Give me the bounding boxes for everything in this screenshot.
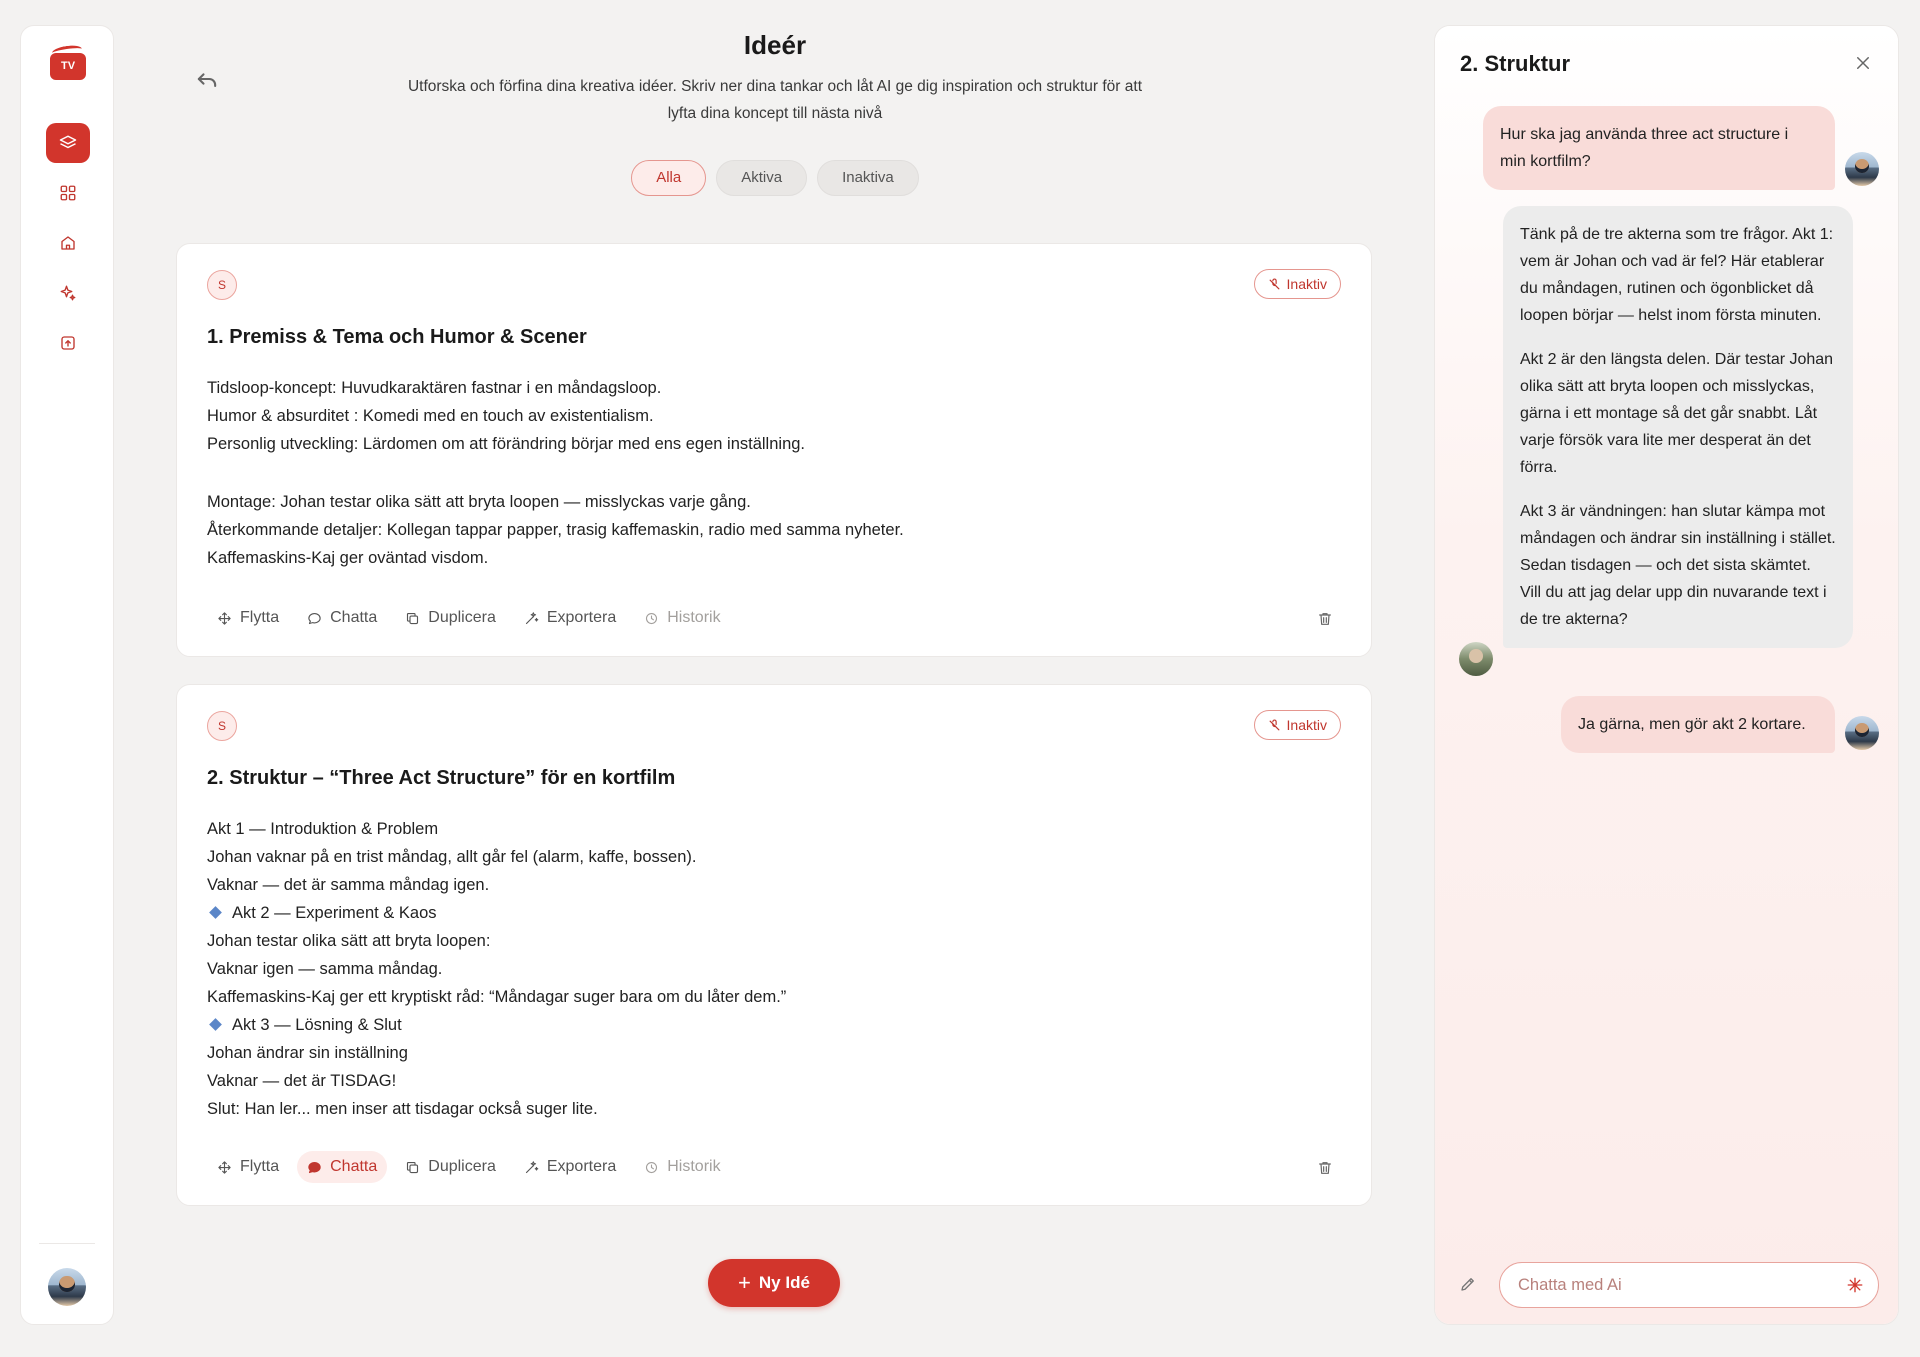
card-line: Johan ändrar sin inställning (207, 1044, 408, 1062)
move-button[interactable]: Flytta (207, 1151, 289, 1183)
chat-title: 2. Struktur (1460, 51, 1571, 76)
card-line: Vaknar igen — samma måndag. (207, 960, 443, 978)
plus-icon: + (738, 1270, 751, 1295)
card-line: Akt 1 — Introduktion & Problem (207, 820, 439, 838)
card-line: Johan testar olika sätt att bryta loopen: (207, 932, 491, 950)
move-icon (217, 1160, 232, 1175)
chat-button[interactable]: Chatta (297, 602, 387, 634)
edit-button[interactable] (1459, 1275, 1477, 1293)
card-actions (207, 1151, 731, 1183)
card-line: Vaknar — det är samma måndag igen. (207, 876, 490, 894)
page-title: Ideér (743, 30, 807, 60)
back-button[interactable] (193, 65, 221, 93)
app-logo[interactable]: TV (50, 46, 86, 82)
card-line: Johan vaknar på en trist måndag, allt går fel (alarm, kaffe, bossen). (207, 848, 697, 866)
card-line: Akt 2 — Experiment & Kaos (207, 899, 1341, 927)
chat-message-user: Ja gärna, men gör akt 2 kortare. (1561, 696, 1835, 753)
close-icon (1854, 54, 1872, 72)
magic-wand-icon (524, 611, 539, 626)
card-body[interactable] (207, 374, 1341, 572)
chat-button[interactable]: Chatta (297, 1151, 387, 1183)
new-idea-button[interactable]: + Ny Idé (708, 1259, 840, 1307)
filter-inactive[interactable]: Inaktiva (817, 160, 919, 196)
sidebar-divider (39, 1243, 95, 1244)
clock-icon (644, 1160, 659, 1175)
upload-icon (59, 334, 77, 352)
ai-avatar (1459, 642, 1493, 676)
export-button[interactable]: Exportera (514, 1151, 626, 1183)
duplicate-button[interactable]: Duplicera (395, 602, 506, 634)
diamond-bullet-icon (209, 1018, 222, 1031)
export-button[interactable]: Exportera (514, 602, 626, 634)
close-button[interactable] (1854, 54, 1872, 72)
mic-off-icon (1268, 719, 1281, 732)
card-title: 2. Struktur – “Three Act Structure” för en kortfilm (207, 767, 676, 789)
ai-sparkle-icon[interactable] (1846, 1276, 1864, 1294)
author-badge: S (207, 711, 237, 741)
card-line: Vaknar — det är TISDAG! (207, 1072, 397, 1090)
chat-bubble-icon (307, 611, 322, 626)
trash-icon (1317, 1159, 1333, 1177)
copy-icon (405, 1160, 420, 1175)
chat-message-user: Hur ska jag använda three act structure i min kortfilm? (1483, 106, 1835, 190)
home-icon (59, 234, 77, 252)
history-button[interactable]: Historik (634, 1151, 730, 1183)
move-button[interactable]: Flytta (207, 602, 289, 634)
duplicate-button[interactable]: Duplicera (395, 1151, 506, 1183)
pencil-icon (1459, 1275, 1477, 1293)
move-icon (217, 611, 232, 626)
card-title: 1. Premiss & Tema och Humor & Scener (207, 326, 587, 348)
magic-wand-icon (524, 1160, 539, 1175)
card-line: Akt 3 — Lösning & Slut (207, 1011, 1341, 1039)
chat-message-ai: Tänk på de tre akterna som tre frågor. Akt 1: vem är Johan och vad är fel? Här etablerar du måndagen, rutinen och ögonblicket då loopen börjar — helst inom första minuten. Akt 2 är den längsta delen. Där testar Johan olika sätt att bryta loopen och misslyckas, gärna i ett montage så det går snabbt. Låt varje försök vara lite mer desperat än det förra. Akt 3 är vändningen: han slutar kämpa mot måndagen och ändrar sin inställning i stället. Sedan tisdagen — och det sista skämtet. Vill du att jag delar upp din nuvarande text i de tre akterna? (1503, 206, 1853, 648)
card-line: Kaffemaskins-Kaj ger ett kryptiskt råd: “Måndagar suger bara om du låter dem.” (207, 988, 787, 1006)
chat-input-container (1499, 1262, 1879, 1308)
layers-icon (59, 134, 77, 152)
card-line: Humor & absurditet : Komedi med en touch av existentialism. (207, 407, 654, 425)
delete-button[interactable] (1317, 1159, 1333, 1177)
chat-panel (1434, 25, 1899, 1325)
sidebar-item-ai[interactable] (46, 273, 90, 313)
user-avatar (1845, 152, 1879, 186)
card-line: Montage: Johan testar olika sätt att bryta loopen — misslyckas varje gång. (207, 493, 751, 511)
chat-input[interactable] (1518, 1263, 1838, 1307)
trash-icon (1317, 610, 1333, 628)
history-button[interactable]: Historik (634, 602, 730, 634)
sidebar-item-ideas[interactable] (46, 123, 90, 163)
card-line: Återkommande detaljer: Kollegan tappar papper, trasig kaffemaskin, radio med samma nyheter. (207, 521, 904, 539)
user-avatar (1845, 716, 1879, 750)
sidebar-item-upload[interactable] (46, 323, 90, 363)
clock-icon (644, 611, 659, 626)
delete-button[interactable] (1317, 610, 1333, 628)
page-subtitle: Utforska och förfina dina kreativa idéer. Skriv ner dina tankar och låt AI ge dig inspiration och struktur för att lyfta dina koncept till nästa nivå (407, 78, 1143, 122)
filter-all[interactable]: Alla (631, 160, 706, 196)
author-badge: S (207, 270, 237, 300)
card-line: Personlig utveckling: Lärdomen om att förändring börjar med ens egen inställning. (207, 435, 806, 453)
card-line: Slut: Han ler... men inser att tisdagar också suger lite. (207, 1100, 598, 1118)
idea-card (176, 684, 1372, 1206)
sparkles-icon (59, 284, 77, 302)
chat-bubble-icon (307, 1160, 322, 1175)
filter-tabs (0, 160, 1550, 196)
card-body[interactable] (207, 815, 1341, 1123)
sidebar-item-home[interactable] (46, 223, 90, 263)
undo-arrow-icon (193, 65, 221, 93)
copy-icon (405, 611, 420, 626)
mic-off-icon (1268, 278, 1281, 291)
status-badge[interactable]: Inaktiv (1254, 710, 1341, 740)
sidebar (20, 25, 114, 1325)
filter-active[interactable]: Aktiva (716, 160, 807, 196)
card-actions (207, 602, 731, 634)
card-line: Kaffemaskins-Kaj ger oväntad visdom. (207, 549, 489, 567)
idea-card (176, 243, 1372, 657)
diamond-bullet-icon (209, 906, 222, 919)
user-avatar[interactable] (48, 1268, 86, 1306)
card-line: Tidsloop-koncept: Huvudkaraktären fastnar i en måndagsloop. (207, 379, 662, 397)
status-badge[interactable]: Inaktiv (1254, 269, 1341, 299)
